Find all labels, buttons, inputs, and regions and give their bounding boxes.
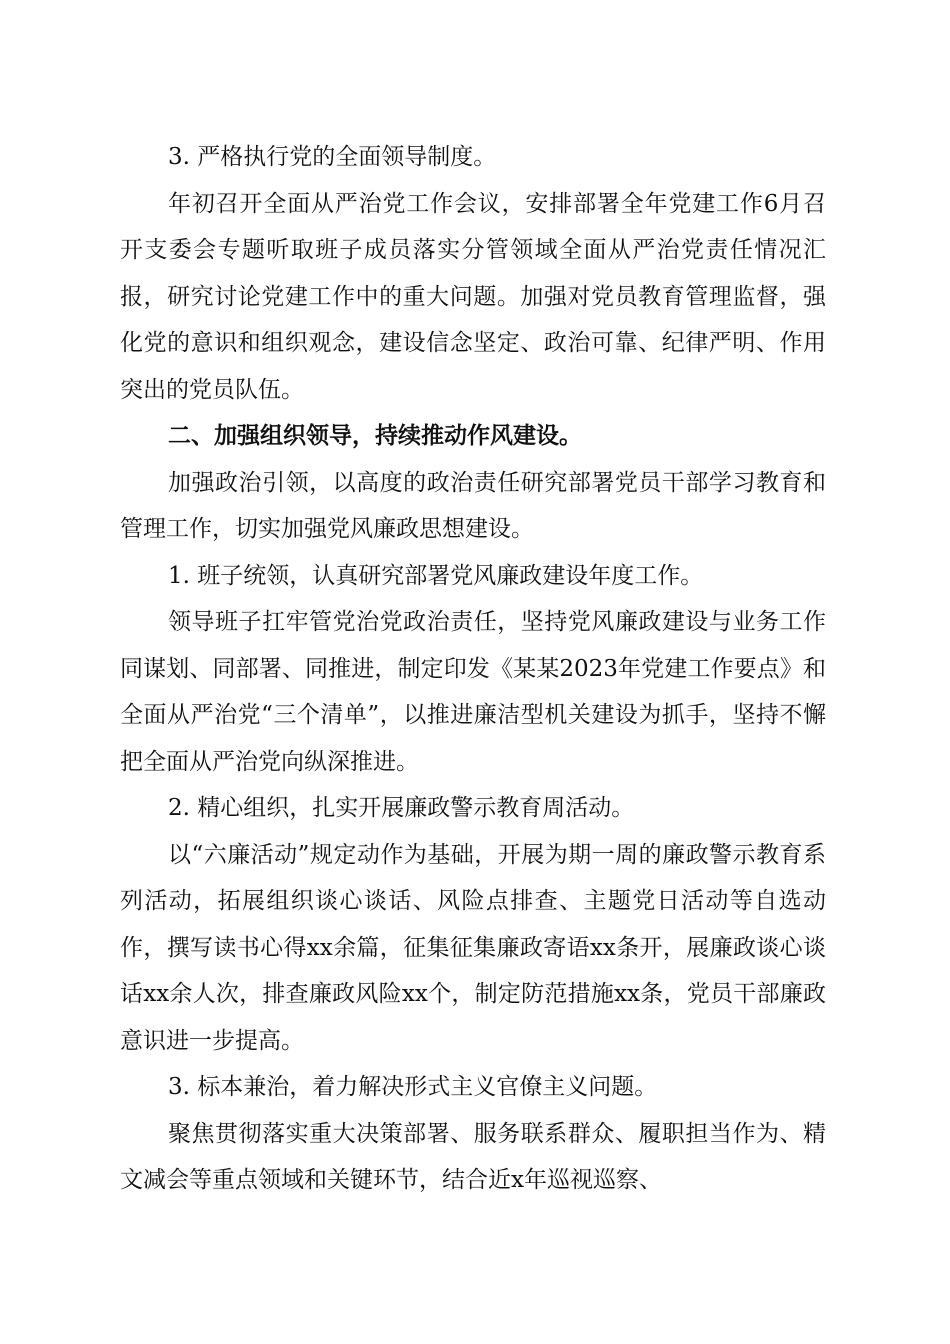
paragraph-team-responsibility: 领导班子扛牢管党治党政治责任，坚持党风廉政建设与业务工作同谋划、同部署、同推进，制定印发《某某2023年党建工作要点》和全面从严治党“三个清单”，以推进廉洁型机关建设为抓手，坚持不懈把全面从严治党向纵深推进。: [120, 609, 826, 775]
subheading-3-leadership-system: 3. 严格执行党的全面领导制度。: [168, 144, 497, 170]
paragraph-political-guidance: 加强政治引领，以高度的政治责任研究部署党员干部学习教育和管理工作，切实加强党风廉政思想建设。: [120, 469, 826, 542]
subheading-2-warning-education: 2. 精心组织，扎实开展廉政警示教育周活动。: [168, 795, 635, 821]
paragraph-key-areas: 聚焦贯彻落实重大决策部署、服务联系群众、履职担当作为、精文减会等重点领域和关键环节，结合近x年巡视巡察、: [120, 1120, 826, 1193]
subheading-3-formalism-issues: 3. 标本兼治，着力解决形式主义官僚主义问题。: [168, 1074, 658, 1100]
paragraph-six-integrity-activities: 以“六廉活动”规定动作为基础，开展为期一周的廉政警示教育系列活动，拓展组织谈心谈话、风险点排查、主题党日活动等自选动作，撰写读书心得xx余篇，征集征集廉政寄语xx条开，展廉政谈心谈话xx余人次，排查廉政风险xx个，制定防范措施xx条，党员干部廉政意识进一步提高。: [120, 841, 826, 1054]
document-body: [120, 134, 826, 1204]
subheading-1-team-leadership: 1. 班子统领，认真研究部署党风廉政建设年度工作。: [168, 562, 704, 589]
paragraph-party-building-meeting: 年初召开全面从严治党工作会议，安排部署全年党建工作6月召开支委会专题听取班子成员落实分管领域全面从严治党责任情况汇报，研究讨论党建工作中的重大问题。加强对党员教育管理监督，强化党的意识和组织观念，建设信念坚定、政治可靠、纪律严明、作用突出的党员队伍。: [120, 190, 826, 403]
section-heading-2: 二、加强组织领导，持续推动作风建设。: [168, 423, 582, 449]
